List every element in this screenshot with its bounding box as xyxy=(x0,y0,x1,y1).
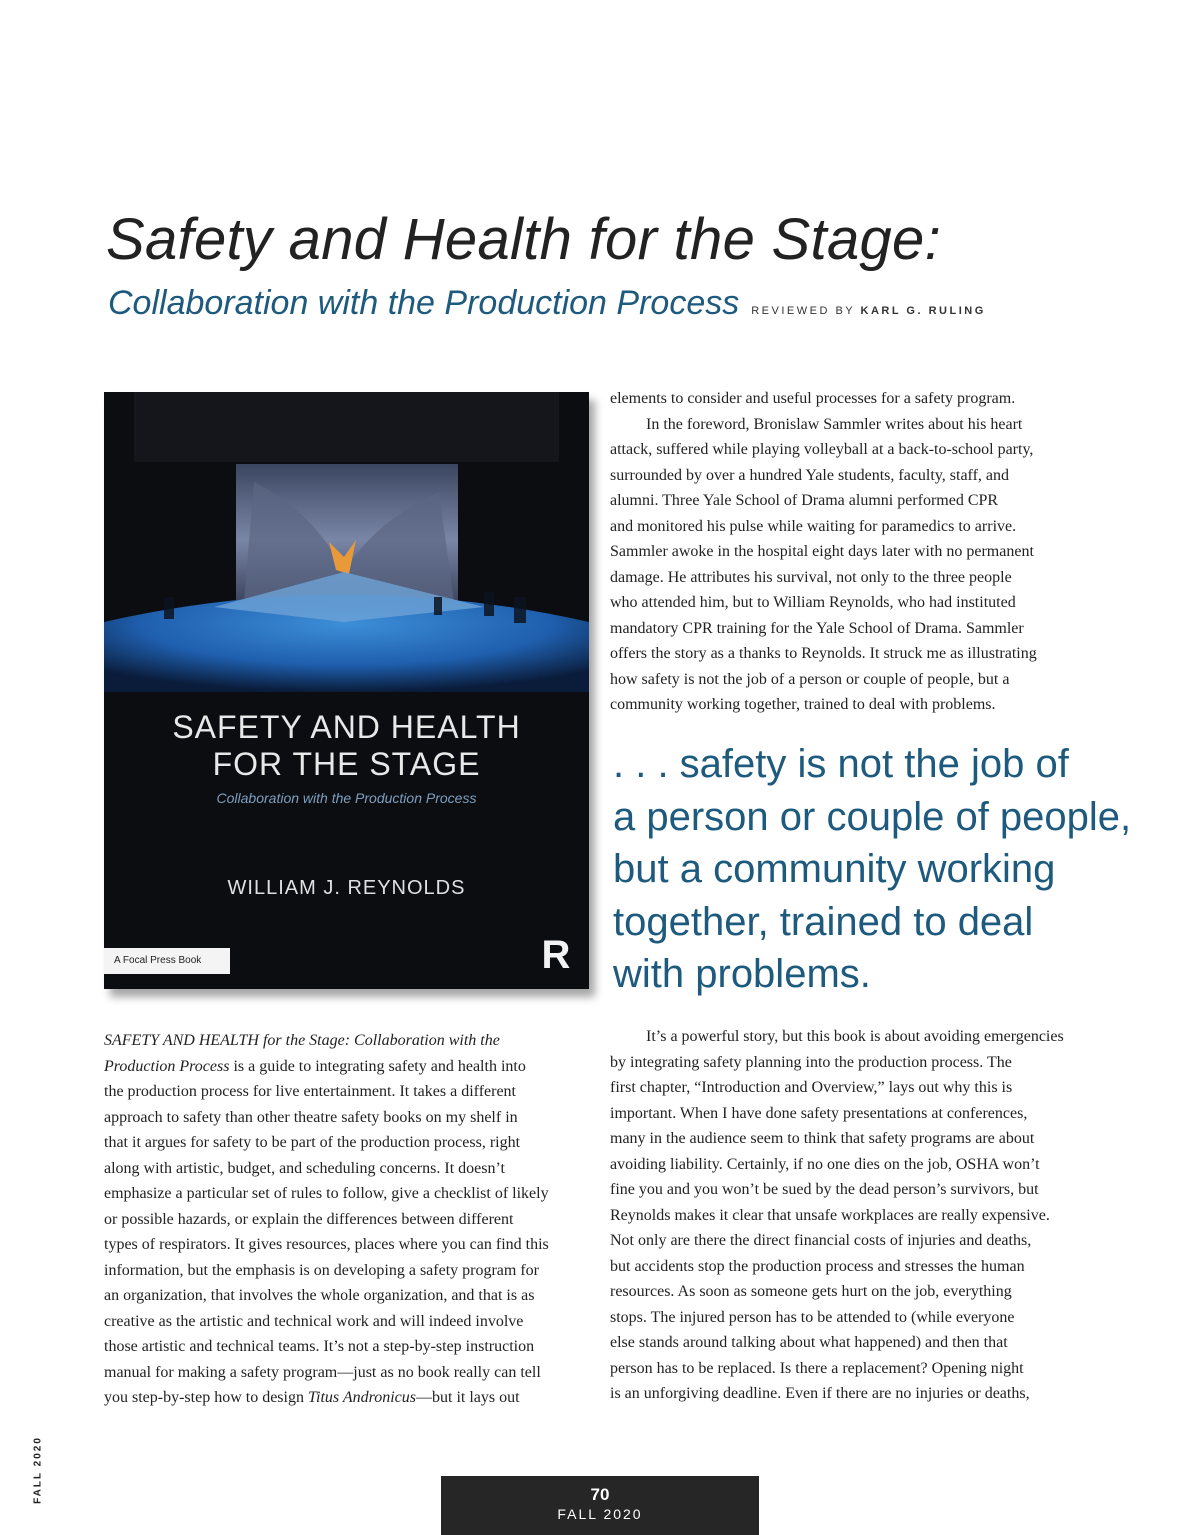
text-line xyxy=(104,1054,590,1080)
pull-quote-line: together, trained to deal xyxy=(613,899,1034,944)
text-line: Sammler awoke in the hospital eight days later with no permanent xyxy=(610,543,1034,560)
book-title-italic: SAFETY AND HEALTH for the Stage: Collaboration with the xyxy=(104,1032,500,1049)
issue-label: FALL 2020 xyxy=(557,1506,643,1522)
text-line: approach to safety than other theatre safety books on my shelf in xyxy=(104,1108,518,1126)
right-column-bottom xyxy=(610,1024,1090,1407)
text-line: fine you and you won’t be sued by the dead person’s survivors, but xyxy=(610,1181,1039,1198)
book-cover-image xyxy=(104,392,589,989)
text-line: emphasize a particular set of rules to follow, give a checklist of likely xyxy=(104,1185,549,1202)
text-line: the production process for live entertainment. It takes a different xyxy=(104,1083,516,1100)
text-line: or possible hazards, or explain the differences between different xyxy=(104,1210,514,1228)
article-title: Safety and Health for the Stage: xyxy=(106,207,942,272)
text-line: types of respirators. It gives resources, places where you can find this xyxy=(104,1236,549,1253)
byline-author: KARL G. RULING xyxy=(860,305,986,317)
text-line: along with artistic, budget, and scheduling concerns. It doesn’t xyxy=(104,1159,505,1177)
left-column xyxy=(104,1028,590,1411)
right-column-top xyxy=(610,386,1090,718)
text-line: Not only are there the direct financial costs of injuries and deaths, xyxy=(610,1232,1032,1249)
text-run: —but it lays out xyxy=(416,1389,520,1406)
text-line: In the foreword, Bronislaw Sammler writes about his heart xyxy=(646,415,1023,433)
text-line: person has to be replaced. Is there a replacement? Opening night xyxy=(610,1359,1024,1377)
text-line: but accidents stop the production process and stresses the human xyxy=(610,1257,1025,1275)
cover-title-line1: SAFETY AND HEALTH xyxy=(172,709,521,745)
text-line: is an unforgiving deadline. Even if there are no injuries or deaths, xyxy=(610,1385,1030,1402)
text-line: attack, suffered while playing volleyball at a back-to-school party, xyxy=(610,441,1034,458)
side-issue-label: FALL 2020 xyxy=(32,1436,44,1504)
text-run: you step-by-step how to design xyxy=(104,1389,308,1406)
publisher-badge: A Focal Press Book xyxy=(104,948,230,974)
text-line: It’s a powerful story, but this book is about avoiding emergencies xyxy=(646,1028,1064,1045)
cover-subtitle: Collaboration with the Production Process xyxy=(216,790,477,806)
text-line xyxy=(104,1028,590,1054)
page-footer xyxy=(441,1476,759,1535)
text-line: avoiding liability. Certainly, if no one dies on the job, OSHA won’t xyxy=(610,1155,1040,1173)
text-line: alumni. Three Yale School of Drama alumni performed CPR xyxy=(610,492,999,509)
text-line: stops. The injured person has to be attended to (while everyone xyxy=(610,1308,1015,1326)
text-line: Reynolds makes it clear that unsafe workplaces are really expensive. xyxy=(610,1206,1050,1224)
text-line: by integrating safety planning into the production process. The xyxy=(610,1053,1012,1071)
text-line: important. When I have done safety presentations at conferences, xyxy=(610,1104,1028,1122)
byline-prefix: REVIEWED BY xyxy=(751,305,855,317)
pull-quote-line: . . . safety is not the job of xyxy=(613,742,1069,786)
text-line: information, but the emphasis is on developing a safety program for xyxy=(104,1261,540,1279)
text-line: those artistic and technical teams. It’s not a step-by-step instruction xyxy=(104,1338,535,1355)
text-line: elements to consider and useful processes for a safety program. xyxy=(610,390,1016,407)
pull-quote-line: a person or couple of people, xyxy=(613,794,1132,839)
text-line: creative as the artistic and technical work and will indeed involve xyxy=(104,1312,524,1330)
text-line: many in the audience seem to think that safety programs are about xyxy=(610,1130,1035,1147)
text-line: and monitored his pulse while waiting for paramedics to arrive. xyxy=(610,517,1017,535)
subtitle-line xyxy=(108,284,986,323)
pull-quote-line: with problems. xyxy=(613,952,871,996)
stage-photo xyxy=(104,392,589,692)
play-title-italic: Titus Andronicus xyxy=(307,1389,417,1406)
text-line: else stands around talking about what happened) and then that xyxy=(610,1334,1008,1351)
text-line: that it argues for safety to be part of the production process, right xyxy=(104,1134,521,1151)
text-line: who attended him, but to William Reynolds, who had instituted xyxy=(610,594,1016,611)
text-line: community working together, trained to deal with problems. xyxy=(610,696,996,713)
text-line xyxy=(104,1385,590,1411)
text-line: first chapter, “Introduction and Overview,” lays out why this is xyxy=(610,1079,1013,1096)
text-line: how safety is not the job of a person or couple of people, but a xyxy=(610,670,1010,688)
text-line: mandatory CPR training for the Yale School of Drama. Sammler xyxy=(610,619,1024,637)
cover-author: WILLIAM J. REYNOLDS xyxy=(227,877,466,899)
byline xyxy=(751,305,986,317)
text-line: manual for making a safety program—just as no book really can tell xyxy=(104,1363,541,1381)
text-line: damage. He attributes his survival, not only to the three people xyxy=(610,568,1012,586)
text-line: offers the story as a thanks to Reynolds. It struck me as illustrating xyxy=(610,645,1037,662)
text-run: is a guide to integrating safety and health into xyxy=(229,1057,526,1075)
text-line: resources. As soon as someone gets hurt on the job, everything xyxy=(610,1283,1012,1300)
cover-title-line2: FOR THE STAGE xyxy=(212,746,481,782)
book-title-italic: Production Process xyxy=(104,1057,230,1075)
text-line: surrounded by over a hundred Yale students, faculty, staff, and xyxy=(610,466,1010,484)
article-subtitle: Collaboration with the Production Process xyxy=(108,284,740,322)
pull-quote-line: but a community working xyxy=(613,847,1056,891)
pull-quote xyxy=(613,738,1173,1001)
page-number: 70 xyxy=(590,1485,610,1504)
routledge-logo-icon: R xyxy=(541,933,571,977)
text-line: an organization, that involves the whole organization, and that is as xyxy=(104,1287,535,1304)
